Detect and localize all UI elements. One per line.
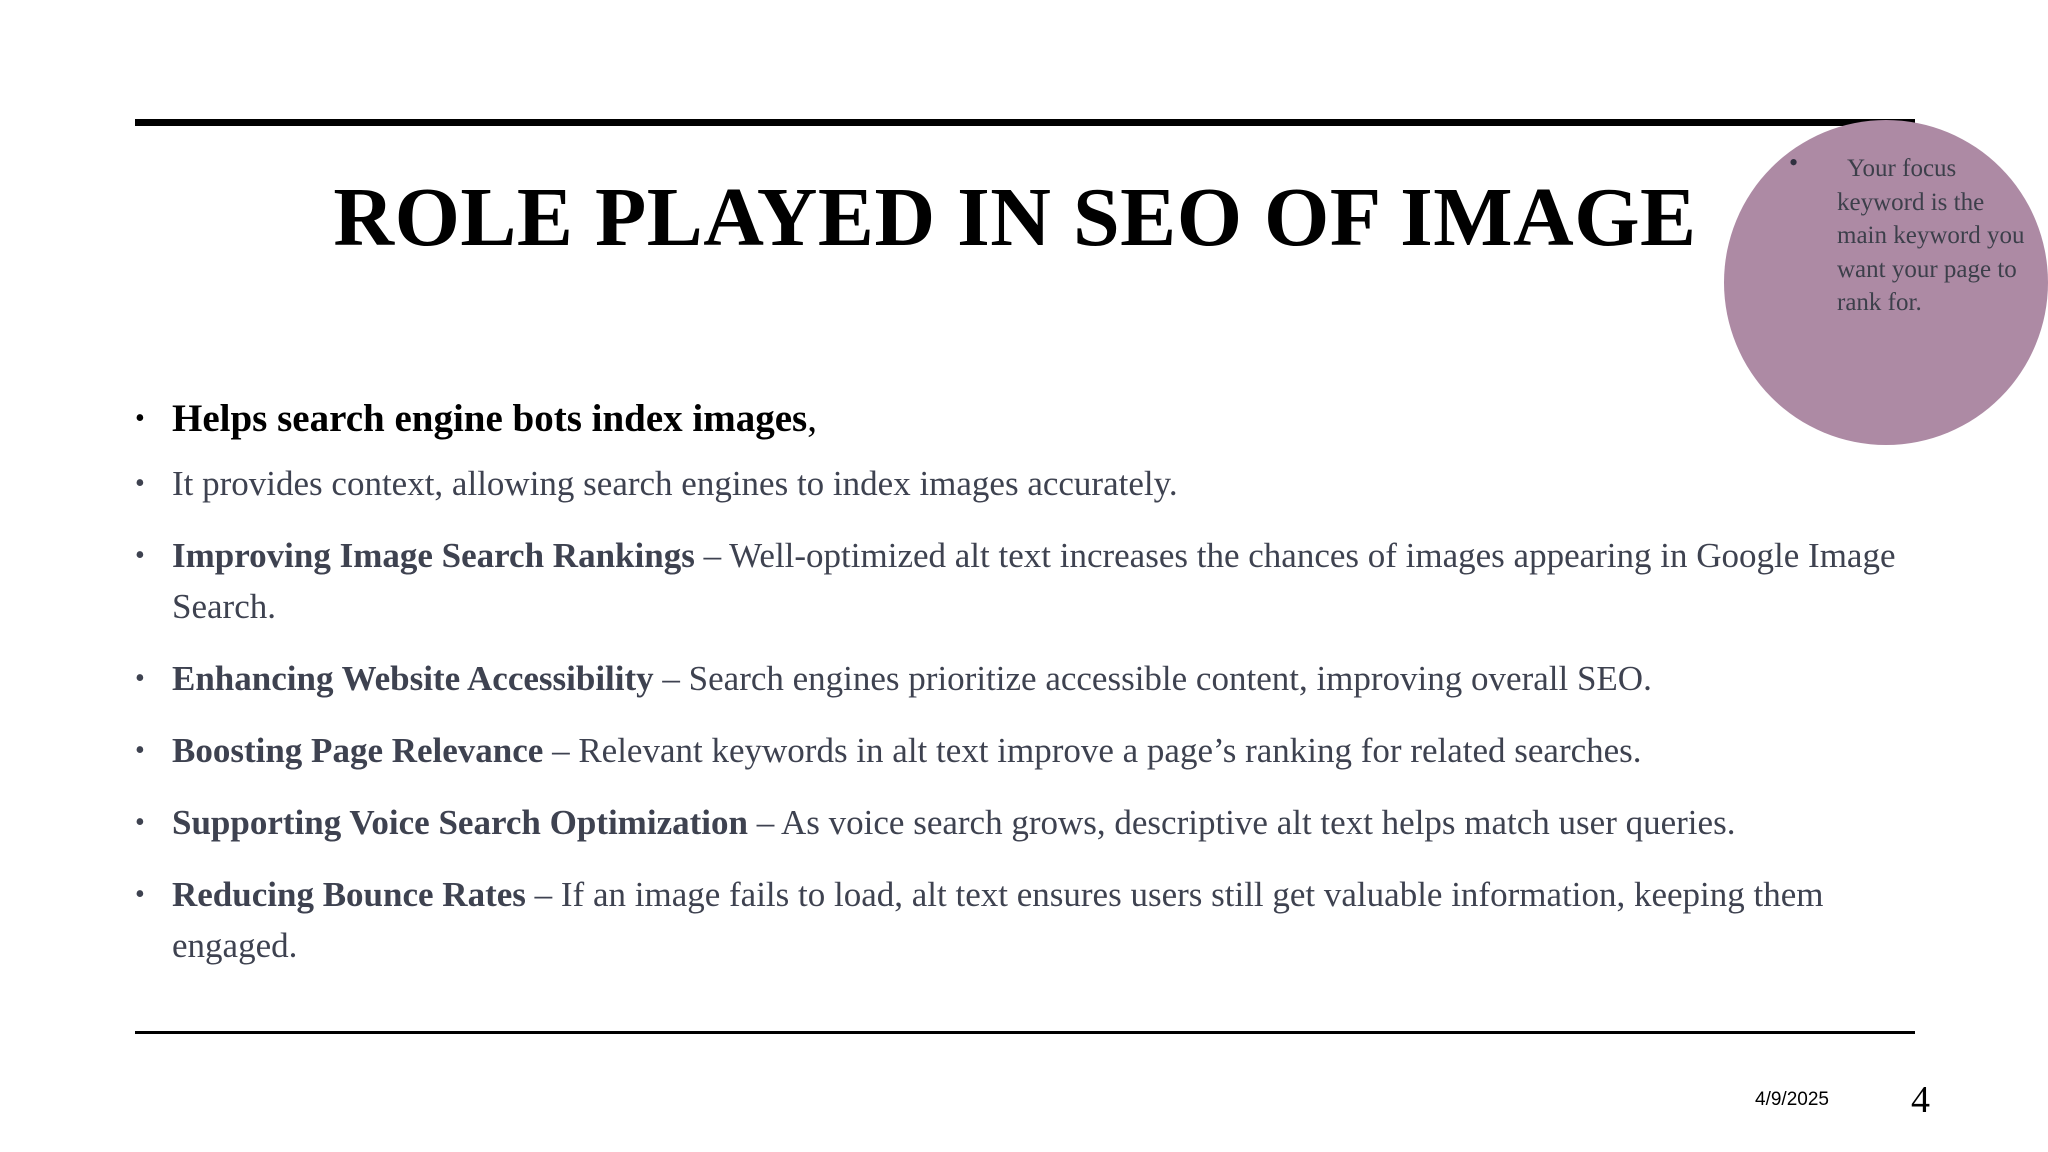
bullet-text: – Relevant keywords in alt text improve a page’s ranking for related searches. xyxy=(543,731,1642,770)
bullet-item xyxy=(135,458,1915,509)
bullet-text: – If an image fails to load, alt text ensures users still get valuable information, keeping them engaged. xyxy=(172,875,1824,965)
bullet-heading: Supporting Voice Search Optimization xyxy=(172,803,748,842)
bullet-list xyxy=(135,390,1915,992)
bullet-dot: • xyxy=(135,735,145,766)
bullet-dot: • xyxy=(135,879,145,910)
bullet-text: It provides context, allowing search engines to index images accurately. xyxy=(172,464,1178,503)
bullet-item xyxy=(135,530,1915,632)
bullet-item xyxy=(135,653,1915,704)
footer-date: 4/9/2025 xyxy=(1755,1089,1829,1110)
top-divider xyxy=(135,119,1915,126)
bullet-heading: Improving Image Search Rankings xyxy=(172,536,695,575)
bullet-dot: • xyxy=(135,403,145,434)
bullet-text: – Search engines prioritize accessible content, improving overall SEO. xyxy=(653,659,1652,698)
callout-bullet: • xyxy=(1789,148,1799,177)
bullet-item xyxy=(135,869,1915,971)
bullet-heading: Boosting Page Relevance xyxy=(172,731,544,770)
bullet-dot: • xyxy=(135,540,145,571)
callout-text: Your focus keyword is the main keyword you want your page to rank for. xyxy=(1837,155,2025,317)
bullet-heading: Reducing Bounce Rates xyxy=(172,875,526,914)
bullet-text: – As voice search grows, descriptive alt text helps match user queries. xyxy=(747,803,1736,842)
bullet-heading: Enhancing Website Accessibility xyxy=(172,659,654,698)
bullet-dot: • xyxy=(135,807,145,838)
bottom-divider xyxy=(135,1031,1915,1034)
bullet-item xyxy=(135,390,1915,448)
bullet-dot: • xyxy=(135,663,145,694)
page-number: 4 xyxy=(1911,1079,1930,1121)
bullet-text: – Well-optimized alt text increases the chances of images appearing in Google Image Search. xyxy=(172,536,1896,626)
bullet-dot: • xyxy=(135,468,145,499)
bullet-heading: Helps search engine bots index images xyxy=(172,397,808,440)
bullet-text: , xyxy=(807,397,817,440)
bullet-item xyxy=(135,725,1915,776)
slide-title: ROLE PLAYED IN SEO OF IMAGE xyxy=(333,171,1697,264)
bullet-item xyxy=(135,797,1915,848)
